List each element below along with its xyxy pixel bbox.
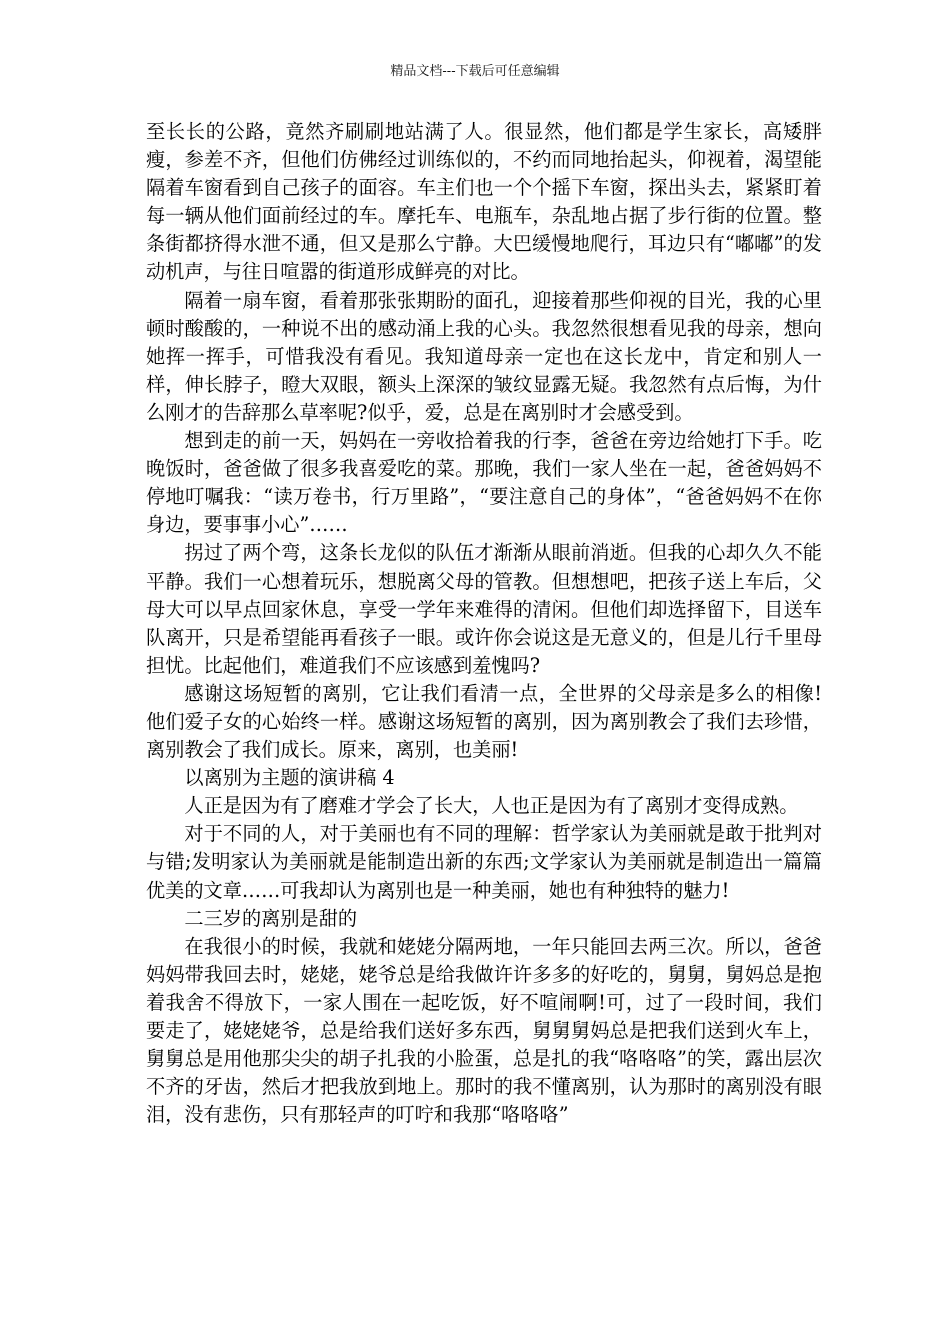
page-header: 精品文档---下载后可任意编辑 (390, 64, 560, 79)
paragraph: 想到走的前一天，妈妈在一旁收拾着我的行李，爸爸在旁边给她打下手。吃晚饭时，爸爸做了很多我喜爱吃的菜。那晚，我们一家人坐在一起，爸爸妈妈不停地叮嘱我：“读万卷书，行万里路”，“要注意自己的身体”，“爸爸妈妈不在你身边，要事事小心”…… (146, 429, 822, 537)
paragraph: 拐过了两个弯，这条长龙似的队伍才渐渐从眼前消逝。但我的心却久久不能平静。我们一心想着玩乐，想脱离父母的管教。但想想吧，把孩子送上车后，父母大可以早点回家休息，享受一学年来难得的清闲。但他们却选择留下，目送车队离开，只是希望能再看孩子一眼。或许你会说这是无意义的，但是儿行千里母担忧。比起他们，难道我们不应该感到羞愧吗? (146, 541, 822, 677)
paragraph: 隔着一扇车窗，看着那张张期盼的面孔，迎接着那些仰视的目光，我的心里顿时酸酸的，一种说不出的感动涌上我的心头。我忽然很想看见我的母亲，想向她挥一挥手，可惜我没有看见。我知道母亲一定也在这长龙中，肯定和别人一样，伸长脖子，瞪大双眼，额头上深深的皱纹显露无疑。我忽然有点后悔，为什么刚才的告辞那么草率呢?似乎，爱，总是在离别时才会感受到。 (146, 288, 822, 424)
subsection-heading: 二三岁的离别是甜的 (184, 906, 358, 930)
paragraph: 感谢这场短暂的离别，它让我们看清一点，全世界的父母亲是多么的相像!他们爱子女的心始终一样。感谢这场短暂的离别，因为离别教会了我们去珍惜，离别教会了我们成长。原来，离别，也美丽! (146, 681, 822, 762)
document-body (146, 118, 822, 1129)
paragraph: 至长长的公路，竟然齐刷刷地站满了人。很显然，他们都是学生家长，高矮胖瘦，参差不齐，但他们仿佛经过训练似的，不约而同地抬起头，仰视着，渴望能隔着车窗看到自己孩子的面容。车主们也一个个摇下车窗，探出头去，紧紧盯着每一辆从他们面前经过的车。摩托车、电瓶车，杂乱地占据了步行街的位置。整条街都挤得水泄不通，但又是那么宁静。大巴缓慢地爬行，耳边只有“嘟嘟”的发动机声，与往日喧嚣的街道形成鲜亮的对比。 (146, 120, 822, 284)
section-heading: 以离别为主题的演讲稿 4 (184, 766, 395, 790)
paragraph: 在我很小的时候，我就和姥姥分隔两地，一年只能回去两三次。所以，爸爸妈妈带我回去时，姥姥，姥爷总是给我做许许多多的好吃的，舅舅，舅妈总是抱着我舍不得放下，一家人围在一起吃饭，好不喧闹啊!可，过了一段时间，我们要走了，姥姥姥爷，总是给我们送好多东西，舅舅舅妈总是把我们送到火车上，舅舅总是用他那尖尖的胡子扎我的小脸蛋，总是扎的我“咯咯咯”的笑，露出层次不齐的牙齿，然后才把我放到地上。那时的我不懂离别，认为那时的离别没有眼泪，没有悲伤，只有那轻声的叮咛和我那“咯咯咯” (146, 934, 822, 1127)
paragraph: 人正是因为有了磨难才学会了长大，人也正是因为有了离别才变得成熟。 (184, 794, 799, 818)
paragraph: 对于不同的人，对于美丽也有不同的理解：哲学家认为美丽就是敢于批判对与错;发明家认为美丽就是能制造出新的东西;文学家认为美丽就是制造出一篇篇优美的文章……可我却认为离别也是一种美丽，她也有种独特的魅力! (146, 822, 822, 902)
